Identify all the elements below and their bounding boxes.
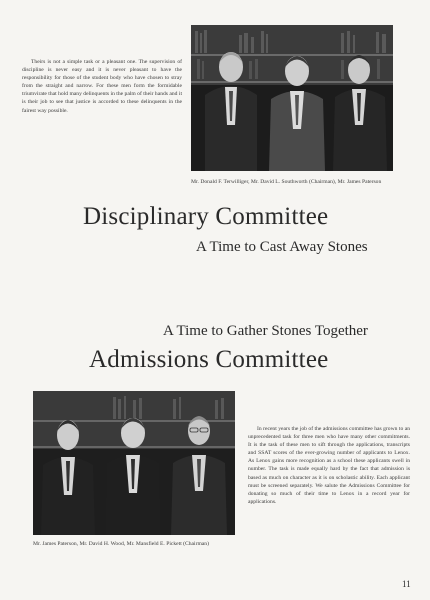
- disciplinary-subtitle: A Time to Cast Away Stones: [196, 239, 368, 255]
- page-number: 11: [402, 579, 411, 589]
- admissions-subtitle: A Time to Gather Stones Together: [163, 323, 368, 339]
- admissions-photo-caption: Mr. James Paterson, Mr. David H. Wood, Mr. Mansfield E. Pickett (Chairman): [33, 541, 209, 547]
- admissions-paragraph: In recent years the job of the admissions committee has grown to an unprecedented task for three men who have many other commitments. It is the task of these men to sift through the applications, transcripts and SSAT scores of the ever-growing number of applicants to Lenox. As Lenox gains more recognition as a school these applicants swell in number. The task is made equally hard by the fact that admission is based as much on character as it is on scholastic ability. Each applicant must be screened separately. We salute the Admissions Committee for donating so much of their time to Lenox in a record year for applications.: [248, 426, 410, 505]
- disciplinary-photo-caption: Mr. Donald F. Terwilliger, Mr. David L. Southworth (Chairman), Mr. James Paterson: [191, 179, 382, 185]
- admissions-title: Admissions Committee: [89, 346, 329, 373]
- disciplinary-committee-photo: [191, 25, 393, 171]
- disciplinary-paragraph: Theirs is not a simple task or a pleasant one. The supervision of discipline is never easy and it is never pleasant to have the responsibility for those of the student body who have chosen to stray from the straight and narrow. For these men form the formidable triumvirate that hold many delinquents in the palm of their hands and it is their job to see that justice is accorded to these delinquents in the fairest way possible.: [22, 59, 182, 114]
- disciplinary-title: Disciplinary Committee: [83, 203, 329, 230]
- admissions-committee-photo: [33, 391, 235, 535]
